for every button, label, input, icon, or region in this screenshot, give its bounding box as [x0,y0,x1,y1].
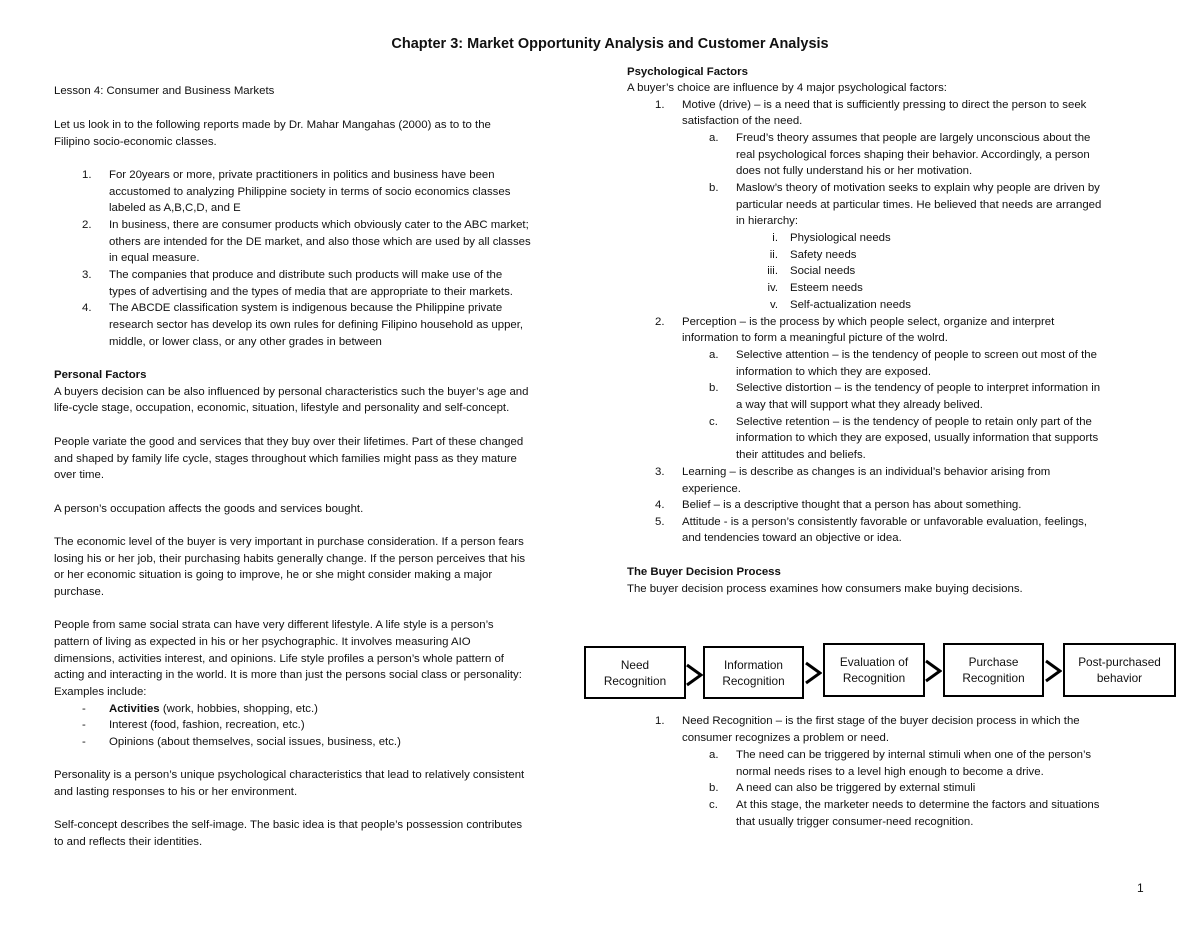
list-number: 4. [82,302,92,314]
list-item-line: labeled as A,B,C,D, and E [109,202,241,214]
flow-step-information [703,646,804,699]
maslow-need: Esteem needs [790,282,863,294]
paragraph-line: acting and interacting in the world. It is more than just the persons social class or personality: [54,669,522,681]
list-item-line: information to form a meaningful picture of the wolrd. [682,332,948,344]
arrow-right-icon [686,663,703,687]
list-number: 1. [655,99,665,111]
paragraph-line: life-cycle stage, occupation, economic, situation, lifestyle and personality and self-concept. [54,402,510,414]
paragraph-line: Self-concept describes the self-image. The basic idea is that people’s possession contributes [54,819,523,831]
list-item-line: Motive (drive) – is a need that is sufficiently pressing to direct the person to seek [682,99,1087,111]
list-number: 5. [655,516,665,528]
page-title: Chapter 3: Market Opportunity Analysis and Customer Analysis [391,36,829,52]
personal-factors-heading: Personal Factors [54,369,147,381]
list-number: 3. [82,269,92,281]
list-item-line: The companies that produce and distribute such products will make use of the [109,269,503,281]
sublist-letter: a. [709,132,719,144]
roman-numeral: iii. [767,265,778,277]
flow-step-line: Purchase [968,655,1019,669]
list-number: 2. [82,219,92,231]
list-number: 3. [655,466,665,478]
paragraph-line: over time. [54,469,105,481]
sublist-letter: c. [709,416,718,428]
list-item-line: research sector has develop its own rules for defining Filipino household as upper, [109,319,524,331]
paragraph-line: A person’s occupation affects the goods and services bought. [54,503,364,515]
sublist-line: At this stage, the marketer needs to determine the factors and situations [736,799,1100,811]
sublist-letter: a. [709,349,719,361]
sublist-line: normal needs rises to a level high enough to become a drive. [736,766,1044,778]
sublist-line: that usually trigger consumer-need recognition. [736,816,974,828]
intro-line: Let us look in to the following reports made by Dr. Mahar Mangahas (2000) as to to the [54,119,491,131]
list-item-line: Learning – is describe as changes is an individual’s behavior arising from [682,466,1051,478]
flow-step-evaluation [823,643,925,697]
paragraph-line: Personality is a person’s unique psychological characteristics that lead to relatively consistent [54,769,525,781]
maslow-need: Physiological needs [790,232,891,244]
sublist-line: Maslow’s theory of motivation seeks to explain why people are driven by [736,182,1100,194]
sublist-letter: c. [709,799,718,811]
maslow-need: Self-actualization needs [790,299,911,311]
bullet-dash: - [82,736,86,748]
roman-numeral: v. [769,299,778,311]
maslow-need: Safety needs [790,249,857,261]
roman-numeral: i. [772,232,778,244]
flow-step-line: Recognition [722,673,785,688]
sublist-line: particular needs at particular times. He believed that needs are arranged [736,199,1102,211]
sublist-line: Selective distortion – is the tendency of people to interpret information in [736,382,1101,394]
sublist-letter: b. [709,382,719,394]
list-item-line: Attitude - is a person’s consistently favorable or unfavorable evaluation, feelings, [682,516,1088,528]
list-item-line: The ABCDE classification system is indigenous because the Philippine private [109,302,503,314]
maslow-need: Social needs [790,265,856,277]
sublist-line: does not fully understand his or her motivation. [736,165,973,177]
sublist-line: Selective attention – is the tendency of people to screen out most of the [736,349,1097,361]
bullet-dash: - [82,719,86,731]
paragraph-line: dimensions, activities interest, and opinions. Life style profiles a person’s whole pattern of [54,653,504,665]
buyer-decision-heading: The Buyer Decision Process [627,566,781,578]
paragraph-line: purchase. [54,586,105,598]
paragraph-line: losing his or her job, their purchasing habits generally change. If the person perceives that his [54,553,526,565]
paragraph-line: pattern of living as expected in his or her psychographic. It involves measuring AIO [54,636,471,648]
sublist-letter: b. [709,782,719,794]
sublist-line: Freud’s theory assumes that people are largely unconscious about the [736,132,1091,144]
flow-step-line: behavior [1096,671,1143,685]
bullet-dash: - [82,703,86,715]
bullet-bold: Activities [109,703,160,715]
list-item-line: types of advertising and the types of media that are appropriate to their markets. [109,286,513,298]
lesson-heading: Lesson 4: Consumer and Business Markets [54,85,275,97]
flow-step-line: Recognition [842,671,906,685]
roman-numeral: ii. [769,249,778,261]
list-item-line: satisfaction of the need. [682,115,803,127]
list-item-line: in equal measure. [109,252,200,264]
sublist-line: information to which they are exposed. [736,366,932,378]
sublist-letter: b. [709,182,719,194]
list-number: 2. [655,316,665,328]
paragraph-line: and lasting responses to his or her environment. [54,786,298,798]
list-item-line: Belief – is a descriptive thought that a person has about something. [682,499,1022,511]
paragraph-line: or her economic situation is going to improve, he or she might consider making a major [54,569,493,581]
flow-step-need [584,646,686,699]
arrow-right-icon [805,661,822,685]
list-item-line: Perception – is the process by which people select, organize and interpret [682,316,1055,328]
sublist-line: in hierarchy: [736,215,799,227]
paragraph-line: A buyer’s choice are influence by 4 major psychological factors: [627,82,947,94]
sublist-line: Selective retention – is the tendency of people to retain only part of the [736,416,1092,428]
flow-step-line: Information [723,657,783,672]
roman-numeral: iv. [767,282,778,294]
paragraph-line: A buyers decision can be also influenced by personal characteristics such the buyer’s age and [54,386,529,398]
paragraph-line: People variate the good and services that they buy over their lifetimes. Part of these changed [54,436,524,448]
list-number: 1. [655,715,665,727]
list-item-line: middle, or lower class, or any other grades in between [109,336,382,348]
list-item-line: Need Recognition – is the first stage of the buyer decision process in which the [682,715,1080,727]
bullet-rest: (work, hobbies, shopping, etc.) [159,703,318,715]
sublist-line: a way that will support what they already belived. [736,399,983,411]
bullet-item: Interest (food, fashion, recreation, etc.) [109,719,305,731]
flow-step-post-purchase [1063,643,1176,697]
arrow-right-icon [925,659,942,683]
sublist-line: real psychological forces shaping their behavior. Accordingly, a person [736,149,1090,161]
sublist-line: their attitudes and beliefs. [736,449,866,461]
sublist-line: The need can be triggered by internal stimuli when one of the person’s [736,749,1092,761]
paragraph-line: The economic level of the buyer is very important in purchase consideration. If a person fears [54,536,524,548]
list-item-line: consumer recognizes a problem or need. [682,732,890,744]
flow-step-line: Recognition [603,673,667,688]
list-item-line: experience. [682,483,741,495]
list-item-line: and tendencies toward an objective or idea. [682,532,902,544]
flow-step-line: Evaluation of [839,655,909,669]
bullet-item [109,701,318,718]
flow-step-purchase [943,643,1044,697]
list-item-line: For 20years or more, private practitioners in politics and business have been [109,169,495,181]
list-item-line: In business, there are consumer products which obviously cater to the ABC market; [109,219,529,231]
paragraph-line: and shaped by family life cycle, stages throughout which families might pass as they mature [54,453,517,465]
sublist-letter: a. [709,749,719,761]
sublist-line: information to which they are exposed, usually information that supports [736,432,1099,444]
list-item-line: others are intended for the DE market, and also those which are used by all classes [109,236,531,248]
paragraph-line: People from same social strata can have very different lifestyle. A life style is a person’s [54,619,494,631]
arrow-right-icon [1045,659,1062,683]
page-number: 1 [1137,881,1144,895]
psychological-factors-heading: Psychological Factors [627,66,748,78]
list-number: 1. [82,169,92,181]
list-number: 4. [655,499,665,511]
flow-step-line: Post-purchased [1078,655,1161,669]
bullet-item: Opinions (about themselves, social issues, business, etc.) [109,736,401,748]
flow-step-line: Need [620,657,650,672]
paragraph-line: to and reflects their identities. [54,836,203,848]
flow-step-line: Recognition [962,671,1025,685]
intro-line: Filipino socio-economic classes. [54,136,217,148]
list-item-line: accustomed to analyzing Philippine society in terms of socio economics classes [109,186,511,198]
sublist-line: A need can also be triggered by external stimuli [736,782,976,794]
paragraph-line: Examples include: [54,686,147,698]
paragraph-line: The buyer decision process examines how consumers make buying decisions. [627,583,1023,595]
